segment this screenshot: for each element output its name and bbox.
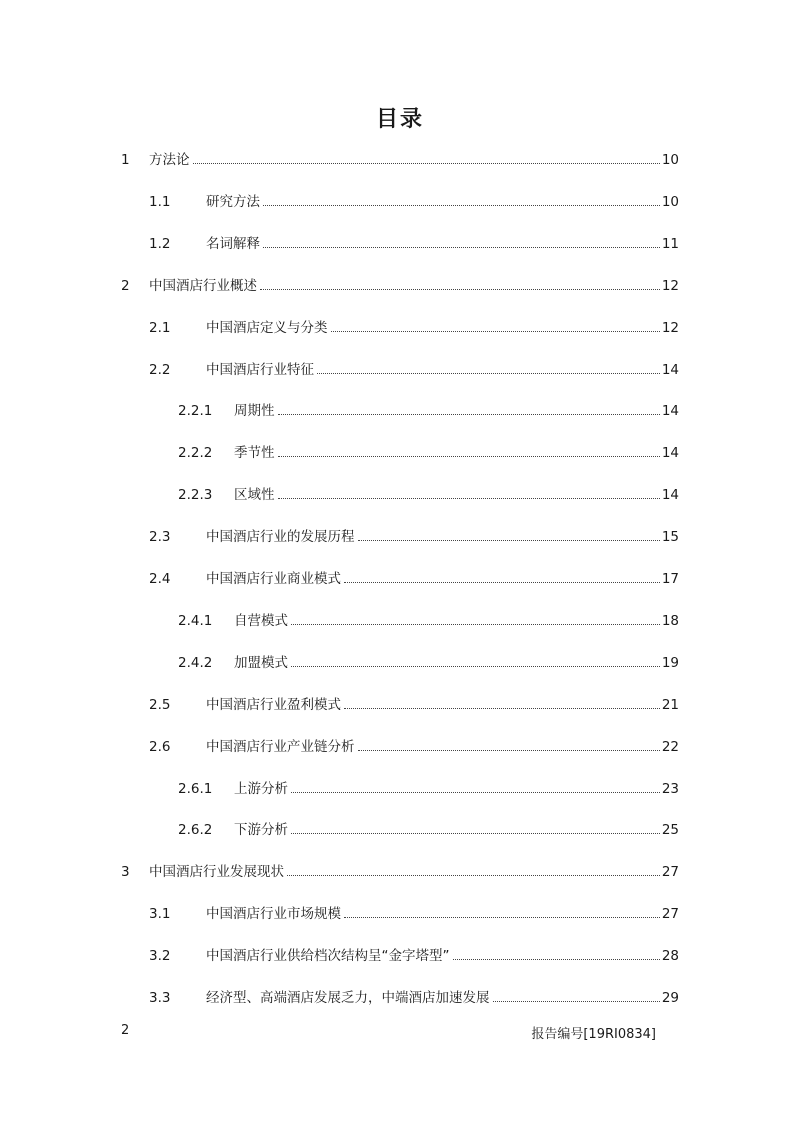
toc-dot-leader bbox=[193, 162, 660, 164]
toc-entry-label: 中国酒店行业市场规模 bbox=[206, 906, 341, 923]
toc-entry-number: 2.4.2 bbox=[178, 654, 213, 671]
toc-entry-number: 3.3 bbox=[149, 990, 171, 1006]
toc-entry-label: 中国酒店行业发展现状 bbox=[149, 864, 284, 881]
toc-entry-page: 29 bbox=[661, 990, 679, 1006]
toc-dot-leader bbox=[317, 372, 660, 374]
toc-dot-leader bbox=[291, 791, 660, 793]
toc-entry[interactable] bbox=[178, 820, 679, 840]
toc-entry[interactable] bbox=[149, 318, 679, 338]
toc-entry-label: 中国酒店行业产业链分析 bbox=[206, 738, 355, 755]
toc-entry-label: 经济型、高端酒店发展乏力，中端酒店加速发展 bbox=[206, 990, 490, 1006]
toc-entry-page: 12 bbox=[661, 277, 679, 294]
toc-entry[interactable] bbox=[178, 401, 679, 421]
toc-entry[interactable] bbox=[178, 653, 679, 673]
toc-entry-page: 27 bbox=[661, 906, 679, 923]
toc-entry[interactable] bbox=[149, 946, 679, 966]
toc-dot-leader bbox=[278, 455, 660, 457]
toc-dot-leader bbox=[291, 623, 660, 625]
toc-entry-number: 2.2.3 bbox=[178, 487, 213, 504]
toc-entry-number: 2 bbox=[121, 277, 130, 294]
toc-entry-label: 自营模式 bbox=[234, 612, 288, 629]
toc-entry[interactable] bbox=[149, 192, 679, 212]
toc-dot-leader bbox=[493, 1000, 660, 1002]
toc-entry-number: 3.2 bbox=[149, 948, 171, 965]
toc-entry[interactable] bbox=[178, 779, 679, 799]
footer-report-code: 报告编号[19RI0834] bbox=[531, 1027, 656, 1042]
toc-dot-leader bbox=[263, 246, 660, 248]
toc-entry-number: 1 bbox=[121, 152, 130, 168]
toc-entry-page: 15 bbox=[661, 529, 679, 546]
toc-entry-label: 中国酒店行业的发展历程 bbox=[206, 529, 355, 546]
toc-entry-label: 研究方法 bbox=[206, 193, 260, 210]
toc-entry-page: 22 bbox=[661, 738, 679, 755]
toc-entry[interactable] bbox=[149, 904, 679, 924]
toc-entry-number: 2.3 bbox=[149, 529, 171, 546]
toc-entry[interactable] bbox=[149, 360, 679, 380]
toc-entry-page: 14 bbox=[661, 487, 679, 504]
toc-entry-number: 2.4.1 bbox=[178, 612, 213, 629]
toc-entry[interactable] bbox=[149, 527, 679, 547]
toc-entry[interactable] bbox=[149, 737, 679, 757]
toc-entry-number: 2.2.1 bbox=[178, 403, 213, 420]
toc-entry-page: 11 bbox=[661, 235, 679, 252]
toc-dot-leader bbox=[291, 832, 660, 834]
toc-dot-leader bbox=[331, 330, 660, 332]
toc-entry-page: 23 bbox=[661, 780, 679, 797]
toc-entry-label: 区域性 bbox=[234, 487, 275, 504]
toc-entry-label: 中国酒店行业概述 bbox=[149, 277, 257, 294]
toc-dot-leader bbox=[278, 413, 660, 415]
toc-entry[interactable] bbox=[149, 695, 679, 715]
toc-entry-label: 中国酒店行业商业模式 bbox=[206, 571, 341, 587]
toc-dot-leader bbox=[358, 749, 660, 751]
toc-entry-label: 方法论 bbox=[149, 152, 190, 168]
toc-entry-page: 21 bbox=[661, 696, 679, 713]
toc-entry[interactable] bbox=[149, 988, 679, 1008]
toc-entry-label: 名词解释 bbox=[206, 235, 260, 252]
toc-dot-leader bbox=[263, 204, 660, 206]
toc-entry-number: 2.2.2 bbox=[178, 445, 213, 462]
toc-dot-leader bbox=[344, 707, 660, 709]
toc-dot-leader bbox=[344, 581, 660, 583]
toc-entry[interactable] bbox=[178, 611, 679, 631]
toc-entry-number: 3 bbox=[121, 864, 130, 881]
toc-entry-page: 10 bbox=[661, 193, 679, 210]
toc-entry-page: 10 bbox=[661, 152, 679, 168]
toc-entry-page: 14 bbox=[661, 361, 679, 378]
toc-entry-label: 中国酒店行业特征 bbox=[206, 361, 314, 378]
footer-page-number: 2 bbox=[121, 1023, 130, 1038]
toc-entry-number: 2.4 bbox=[149, 571, 171, 587]
page-title: 目录 bbox=[375, 107, 424, 132]
toc-entry[interactable] bbox=[178, 485, 679, 505]
toc-entry[interactable] bbox=[149, 234, 679, 254]
toc-entry-label: 上游分析 bbox=[234, 780, 288, 797]
toc-entry-number: 3.1 bbox=[149, 906, 171, 923]
toc-entry-number: 2.6.2 bbox=[178, 822, 213, 839]
toc-dot-leader bbox=[260, 288, 660, 290]
toc-entry-page: 28 bbox=[661, 948, 679, 965]
toc-entry-number: 2.2 bbox=[149, 361, 171, 378]
toc-entry-number: 1.2 bbox=[149, 235, 171, 252]
toc-entry-label: 中国酒店行业盈利模式 bbox=[206, 696, 341, 713]
toc-entry[interactable] bbox=[149, 569, 679, 589]
toc-entry-label: 季节性 bbox=[234, 445, 275, 462]
toc-entry-label: 加盟模式 bbox=[234, 654, 288, 671]
toc-entry-page: 19 bbox=[661, 654, 679, 671]
toc-entry-label: 中国酒店行业供给档次结构呈“金字塔型” bbox=[206, 948, 450, 965]
toc-entry[interactable] bbox=[178, 443, 679, 463]
toc-dot-leader bbox=[453, 958, 660, 960]
toc-entry[interactable] bbox=[121, 150, 679, 170]
toc-entry-number: 2.6 bbox=[149, 738, 171, 755]
toc-entry-number: 1.1 bbox=[149, 193, 171, 210]
toc-entry-number: 2.1 bbox=[149, 319, 171, 336]
toc-dot-leader bbox=[287, 874, 660, 876]
toc-entry-page: 14 bbox=[661, 445, 679, 462]
toc-dot-leader bbox=[358, 539, 660, 541]
toc-entry-page: 27 bbox=[661, 864, 679, 881]
toc-entry-page: 12 bbox=[661, 319, 679, 336]
toc-entry-page: 25 bbox=[661, 822, 679, 839]
toc-entry-page: 18 bbox=[661, 612, 679, 629]
toc-dot-leader bbox=[344, 916, 660, 918]
toc-entry-number: 2.5 bbox=[149, 696, 171, 713]
toc-entry-label: 下游分析 bbox=[234, 822, 288, 839]
toc-dot-leader bbox=[291, 665, 660, 667]
toc-dot-leader bbox=[278, 497, 660, 499]
toc-entry-page: 14 bbox=[661, 403, 679, 420]
toc-entry-label: 中国酒店定义与分类 bbox=[206, 319, 328, 336]
toc-entry[interactable] bbox=[121, 862, 679, 882]
toc-entry-number: 2.6.1 bbox=[178, 780, 213, 797]
toc-entry[interactable] bbox=[121, 276, 679, 296]
toc-entry-label: 周期性 bbox=[234, 403, 275, 420]
toc-entry-page: 17 bbox=[661, 571, 679, 587]
